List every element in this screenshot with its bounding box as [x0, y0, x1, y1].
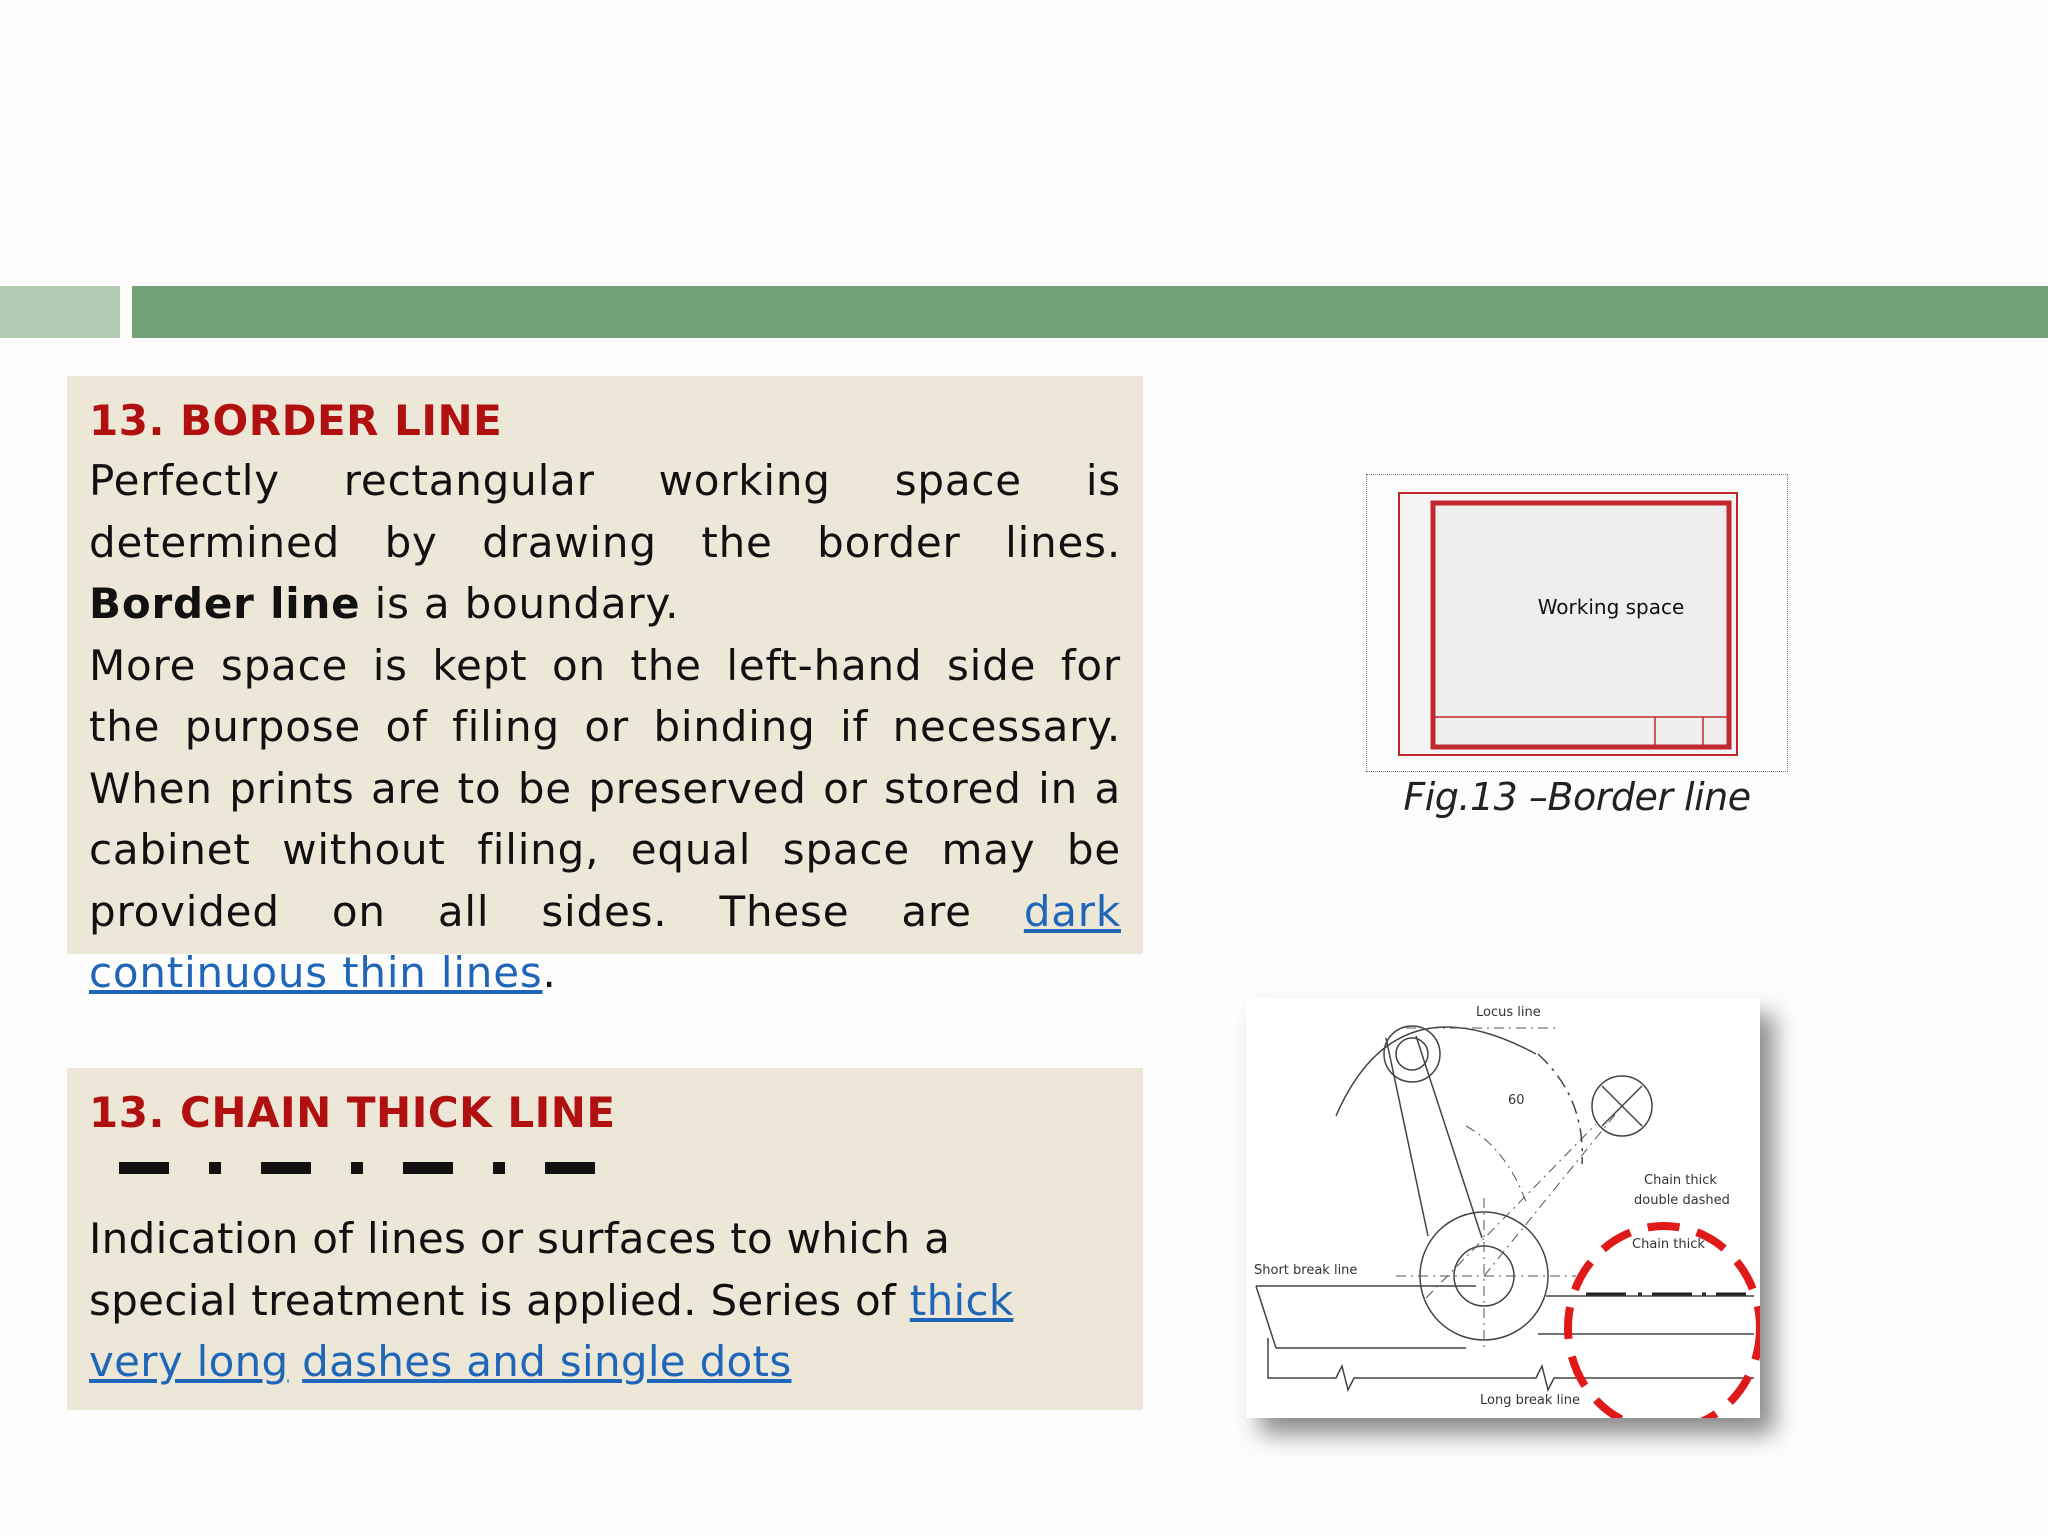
angle-label: 60: [1508, 1093, 1525, 1108]
line-types-diagram: [1246, 998, 1760, 1418]
very-long-link[interactable]: very long: [89, 1337, 289, 1386]
chain-thick-line-section: [67, 1068, 1143, 1410]
chain-thick-double-dashed-label-2: double dashed: [1634, 1193, 1730, 1208]
thick-link[interactable]: thick: [909, 1275, 1014, 1325]
chain-thick-text-a: Indication of lines or surfaces to which a special treatment is applied. Series of: [89, 1214, 951, 1325]
figure-caption: Fig.13 –Border line: [1403, 775, 1751, 819]
chain-thick-line-sample: [89, 1142, 1121, 1208]
long-break-line-label: Long break line: [1480, 1393, 1580, 1408]
border-line-diagram: [1367, 475, 1789, 773]
chain-thick-label: Chain thick: [1632, 1237, 1705, 1252]
locus-line-label: Locus line: [1476, 1005, 1541, 1020]
highlight-circle: [1568, 1226, 1760, 1418]
short-break-line-label: Short break line: [1254, 1263, 1358, 1278]
border-line-description: [89, 450, 1121, 1004]
header-bar-accent: [0, 286, 120, 338]
border-line-text-d: .: [542, 948, 557, 997]
border-line-heading: 13. BORDER LINE: [89, 396, 503, 445]
border-line-figure: [1366, 474, 1788, 772]
dark-continuous-thin-lines-link[interactable]: dark continuous thin lines: [89, 886, 1121, 997]
chain-thick-line-description: [89, 1208, 1069, 1393]
line-types-drawing: [1246, 998, 1760, 1418]
header-bar: [132, 286, 2048, 338]
dashes-and-single-dots-link[interactable]: dashes and single dots: [302, 1337, 792, 1386]
border-line-text-b: is a boundary.: [360, 579, 680, 628]
border-line-bold-term: Border line: [89, 579, 361, 628]
border-line-text-a: Perfectly rectangular working space is determined by drawing the border lines.: [89, 456, 1121, 567]
chain-thick-line-heading: 13. CHAIN THICK LINE: [89, 1088, 616, 1137]
border-line-text-c: More space is kept on the left-hand side for the purpose of filing or binding if necessary. When prints are to be preserved or stored in a cabinet without filing, equal space may be provided on all sides. These are: [89, 640, 1121, 936]
border-line-section: [67, 376, 1143, 997]
working-space-label: Working space: [1537, 595, 1685, 619]
chain-thick-double-dashed-label-1: Chain thick: [1644, 1173, 1717, 1188]
